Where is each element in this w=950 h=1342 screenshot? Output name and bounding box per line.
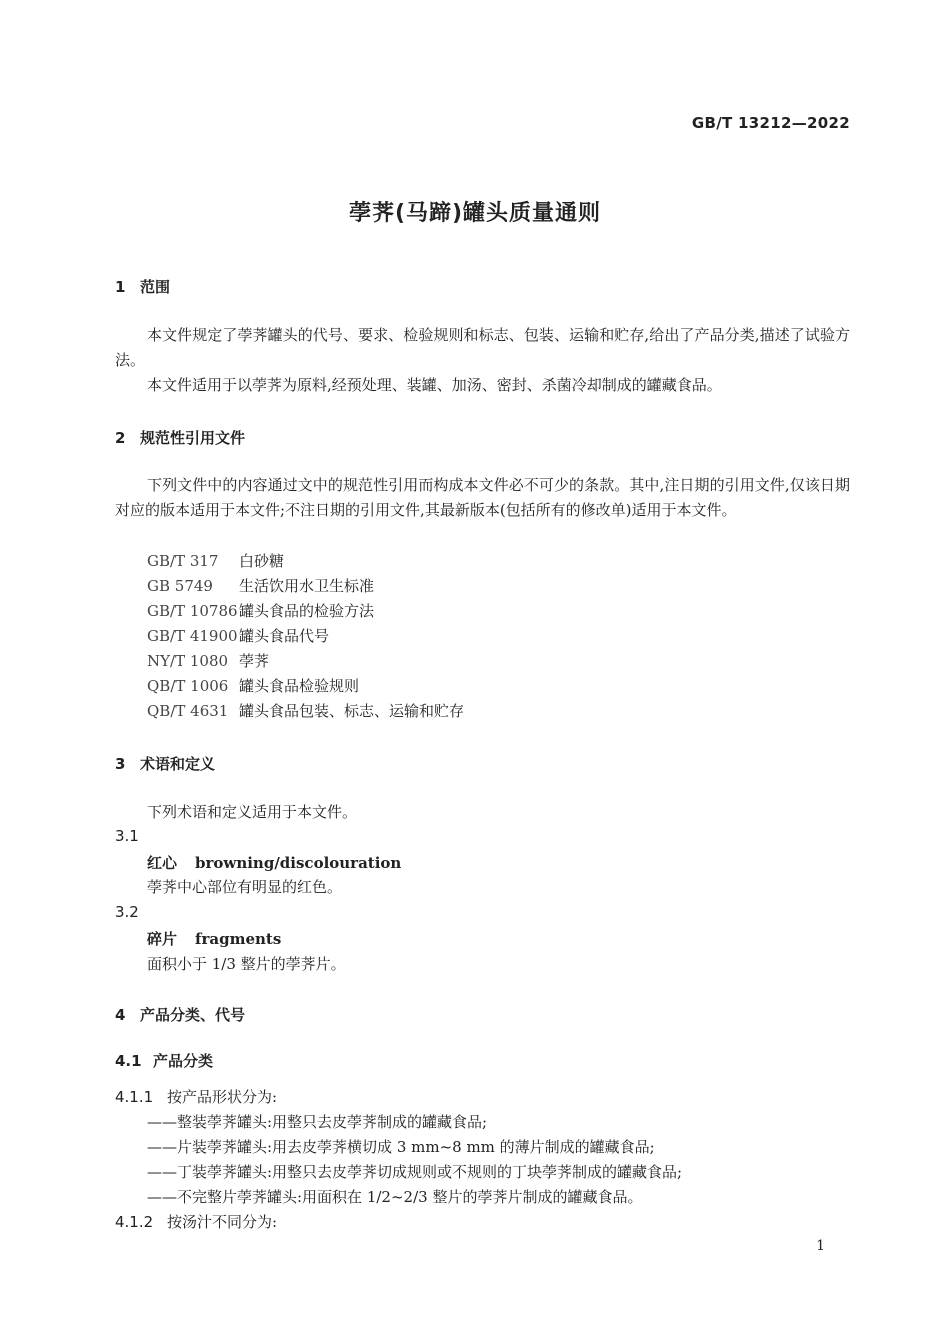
term-definition: 荸荠中心部位有明显的红色。 <box>147 878 343 896</box>
list-item: ——片装荸荠罐头:用去皮荸荠横切成 3 mm~8 mm 的薄片制成的罐藏食品; <box>147 1138 655 1156</box>
section-title: 产品分类、代号 <box>140 1006 246 1024</box>
subsection-number: 4.1 <box>115 1052 142 1070</box>
reference-item <box>147 700 464 721</box>
reference-code: GB/T 41900 <box>147 627 238 645</box>
clause-number: 4.1.1 <box>115 1088 154 1106</box>
reference-code: GB 5749 <box>147 577 213 595</box>
clause-text: 按汤汁不同分为: <box>167 1213 278 1231</box>
reference-code: QB/T 4631 <box>147 702 229 720</box>
term-definition: 面积小于 1/3 整片的荸荠片。 <box>147 955 346 973</box>
terms-intro: 下列术语和定义适用于本文件。 <box>147 803 358 821</box>
section-number: 2 <box>115 429 126 447</box>
reference-name: 罐头食品代号 <box>239 627 330 645</box>
document-title: 荸荠(马蹄)罐头质量通则 <box>348 201 602 226</box>
term-number: 3.1 <box>115 827 139 845</box>
reference-name: 荸荠 <box>239 652 270 670</box>
section-number: 1 <box>115 278 126 296</box>
section-title: 术语和定义 <box>140 755 216 773</box>
term-english: browning/discolouration <box>195 854 402 872</box>
scope-paragraph-2: 本文件适用于以荸荠为原料,经预处理、装罐、加汤、密封、杀菌冷却制成的罐藏食品。 <box>147 376 722 394</box>
term-english: fragments <box>195 930 282 948</box>
section-1-heading <box>115 276 170 297</box>
clause-number: 4.1.2 <box>115 1213 154 1231</box>
section-title: 规范性引用文件 <box>140 429 246 447</box>
reference-code: NY/T 1080 <box>147 652 229 670</box>
term-heading <box>147 928 281 949</box>
term-chinese: 碎片 <box>147 930 178 948</box>
section-number: 3 <box>115 755 126 773</box>
reference-name: 罐头食品的检验方法 <box>239 602 375 620</box>
section-title: 范围 <box>140 278 171 296</box>
reference-name: 白砂糖 <box>239 552 285 570</box>
list-item: ——整装荸荠罐头:用整只去皮荸荠制成的罐藏食品; <box>147 1113 488 1131</box>
section-4-heading <box>115 1004 245 1025</box>
term-heading <box>147 852 401 873</box>
reference-item <box>147 600 374 621</box>
reference-item <box>147 575 374 596</box>
reference-item <box>147 675 359 696</box>
clause-4-1-1 <box>115 1086 277 1107</box>
reference-name: 生活饮用水卫生标准 <box>239 577 375 595</box>
list-item: ——不完整片荸荠罐头:用面积在 1/2~2/3 整片的荸荠片制成的罐藏食品。 <box>147 1188 643 1206</box>
page-number: 1 <box>816 1238 825 1254</box>
reference-item <box>147 550 284 571</box>
reference-code: QB/T 1006 <box>147 677 229 695</box>
section-3-heading <box>115 753 215 774</box>
reference-item <box>147 625 329 646</box>
section-2-heading <box>115 427 245 448</box>
subsection-title: 产品分类 <box>153 1052 214 1070</box>
reference-name: 罐头食品检验规则 <box>239 677 360 695</box>
section-number: 4 <box>115 1006 126 1024</box>
reference-item <box>147 650 269 671</box>
term-chinese: 红心 <box>147 854 178 872</box>
reference-name: 罐头食品包装、标志、运输和贮存 <box>239 702 465 720</box>
term-number: 3.2 <box>115 903 139 921</box>
clause-text: 按产品形状分为: <box>167 1088 278 1106</box>
scope-paragraph-1: 本文件规定了荸荠罐头的代号、要求、检验规则和标志、包装、运输和贮存,给出了产品分类,描述了试验方法。 <box>115 326 850 369</box>
standard-code: GB/T 13212—2022 <box>691 114 850 132</box>
reference-code: GB/T 317 <box>147 552 219 570</box>
list-item: ——丁装荸荠罐头:用整只去皮荸荠切成规则或不规则的丁块荸荠制成的罐藏食品; <box>147 1163 683 1181</box>
reference-code: GB/T 10786 <box>147 602 238 620</box>
references-paragraph: 下列文件中的内容通过文中的规范性引用而构成本文件必不可少的条款。其中,注日期的引用文件,仅该日期对应的版本适用于本文件;不注日期的引用文件,其最新版本(包括所有的修改单)适用于本文件。 <box>115 476 850 519</box>
clause-4-1-2 <box>115 1211 277 1232</box>
subsection-4-1-heading <box>115 1050 213 1071</box>
